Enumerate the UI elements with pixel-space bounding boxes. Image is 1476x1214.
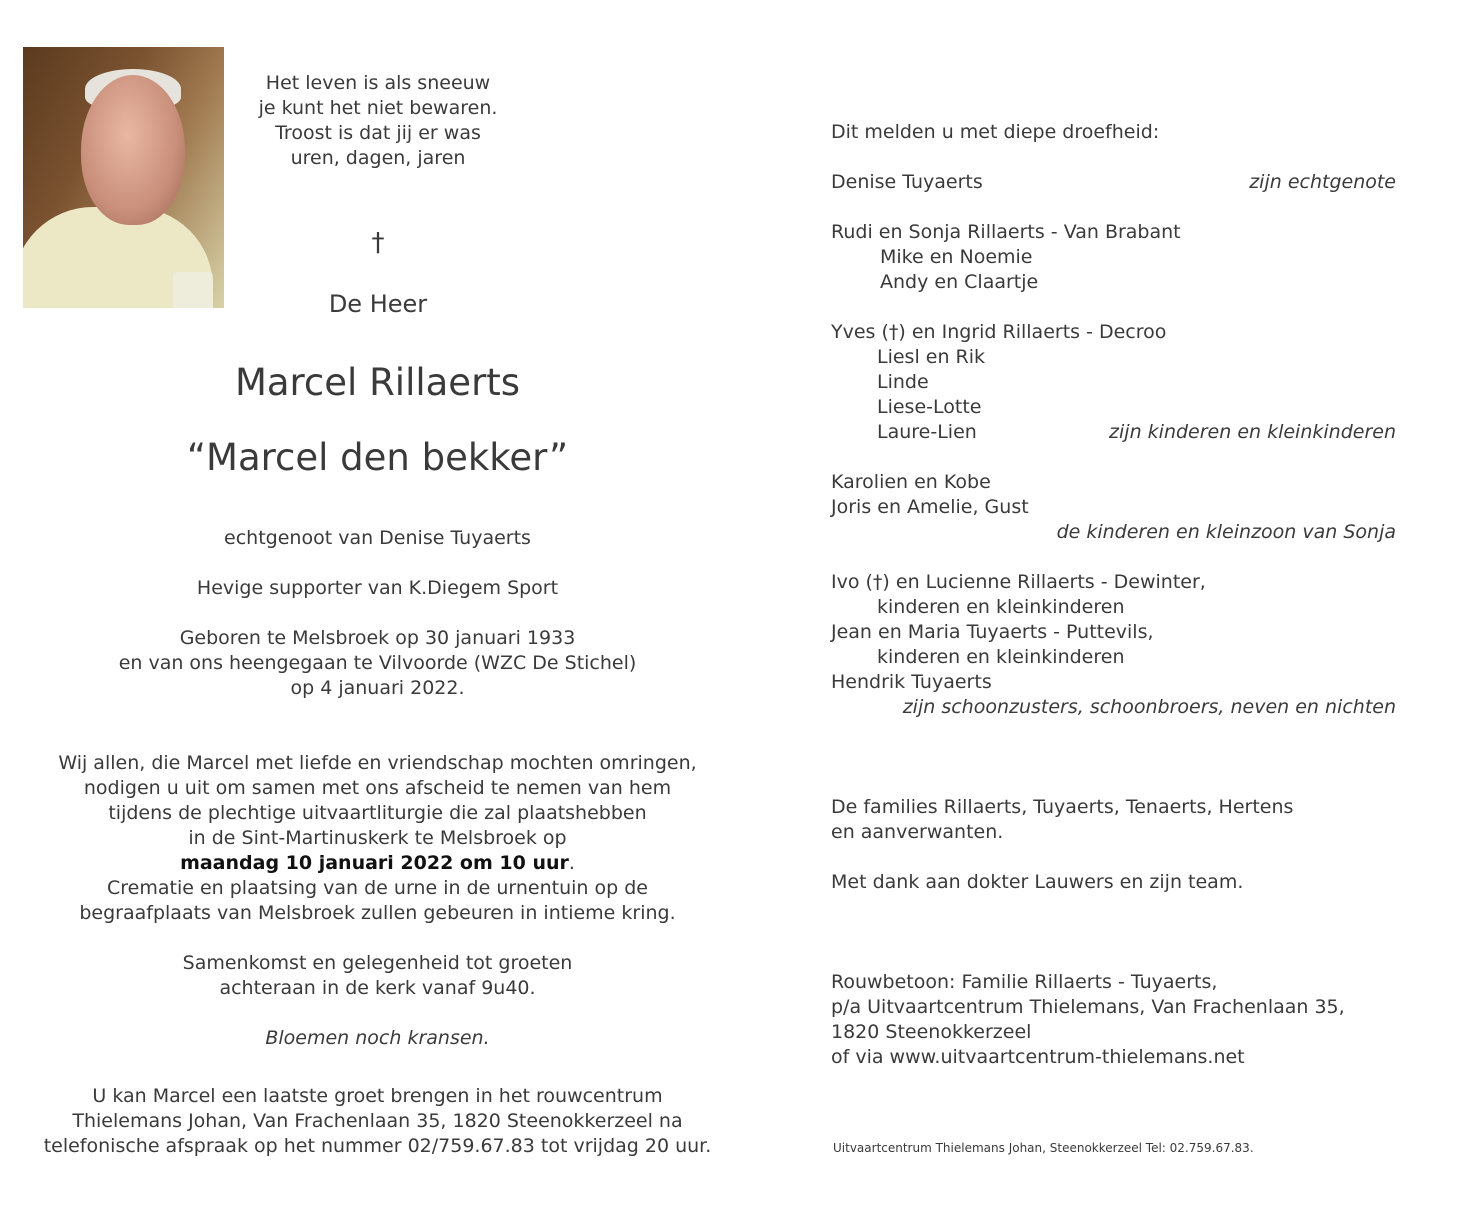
portrait-photo: [23, 47, 224, 308]
address-block: Rouwbetoon: Familie Rillaerts - Tuyaerts, p/a Uitvaartcentrum Thielemans, Van Frachenlaan 35, 1820 Steenokkerzeel of via www.uitvaartcentrum-thielemans.net: [831, 971, 1345, 1068]
birth-death-lines: Geboren te Melsbroek op 30 januari 1933 en van ons heengegaan te Vilvoorde (WZC De Stichel) op 4 januari 2022.: [118, 627, 637, 699]
footer-note: Uitvaartcentrum Thielemans Johan, Steenokkerzeel Tel: 02.759.67.83.: [833, 1141, 1254, 1155]
thanks-line: Met dank aan dokter Lauwers en zijn team.: [831, 871, 1244, 893]
deceased-name: Marcel Rillaerts: [234, 361, 521, 404]
flowers-note: Bloemen noch kransen.: [265, 1027, 490, 1049]
announce-line: Dit melden u met diepe droefheid:: [831, 121, 1160, 143]
supporter-line: Hevige supporter van K.Diegem Sport: [196, 577, 559, 599]
cross-symbol: †: [371, 228, 385, 258]
salutation: De Heer: [328, 290, 428, 318]
family-announcement: Dit melden u met diepe droefheid: Denise Tuyaerts zijn echtgenote Rudi en Sonja Rillaerts - Van Brabant Mike en Noemie Andy en Claartje Yves (†) en Ingrid Rillaerts - Decroo Liesl en Rik Linde Liese-Lotte Laure-Lien zijn kinderen en kleinkinderen Karolien en Kobe Joris en Amelie, Gust de kinderen en kleinzoon van Sonja Ivo (†) en Lucienne Rillaerts - Dewinter, kinderen en kleinkinderen Jean en Maria Tuyaerts - Puttevils, kinderen en kleinkinderen Hendrik Tuyaerts zijn schoonzusters, schoonbroers, neven en nichten: [831, 121, 1396, 718]
visit-info: U kan Marcel een laatste groet brengen in het rouwcentrum Thielemans Johan, Van Frachenlaan 35, 1820 Steenokkerzeel na telefonische afspraak op het nummer 02/759.67.83 tot vrijdag 20 uur.: [43, 1085, 712, 1157]
spouse-row: Denise Tuyaerts zijn echtgenote: [831, 171, 1396, 193]
nickname: “Marcel den bekker”: [186, 436, 569, 479]
spouse-line: echtgenoot van Denise Tuyaerts: [224, 527, 531, 549]
poem: Het leven is als sneeuw je kunt het niet bewaren. Troost is dat jij er was uren, dagen, jaren: [258, 72, 498, 169]
families-line: De families Rillaerts, Tuyaerts, Tenaerts, Hertens en aanverwanten.: [831, 796, 1294, 843]
invitation: Wij allen, die Marcel met liefde en vriendschap mochten omringen, nodigen u uit om samen met ons afscheid te nemen van hem tijdens de plechtige uitvaartliturgie die zal plaatshebben in de Sint-Martinuskerk te Melsbroek op maandag 10 januari 2022 om 10 uur. Crematie en plaatsing van de urne in de urnentuin op de begraafplaats van Melsbroek zullen gebeuren in intieme kring.: [20, 751, 735, 926]
gathering-info: Samenkomst en gelegenheid tot groeten achteraan in de kerk vanaf 9u40.: [182, 952, 573, 999]
service-date: maandag 10 januari 2022 om 10 uur.: [180, 852, 575, 874]
children-row: Laure-Lien zijn kinderen en kleinkinderen: [877, 421, 1396, 443]
